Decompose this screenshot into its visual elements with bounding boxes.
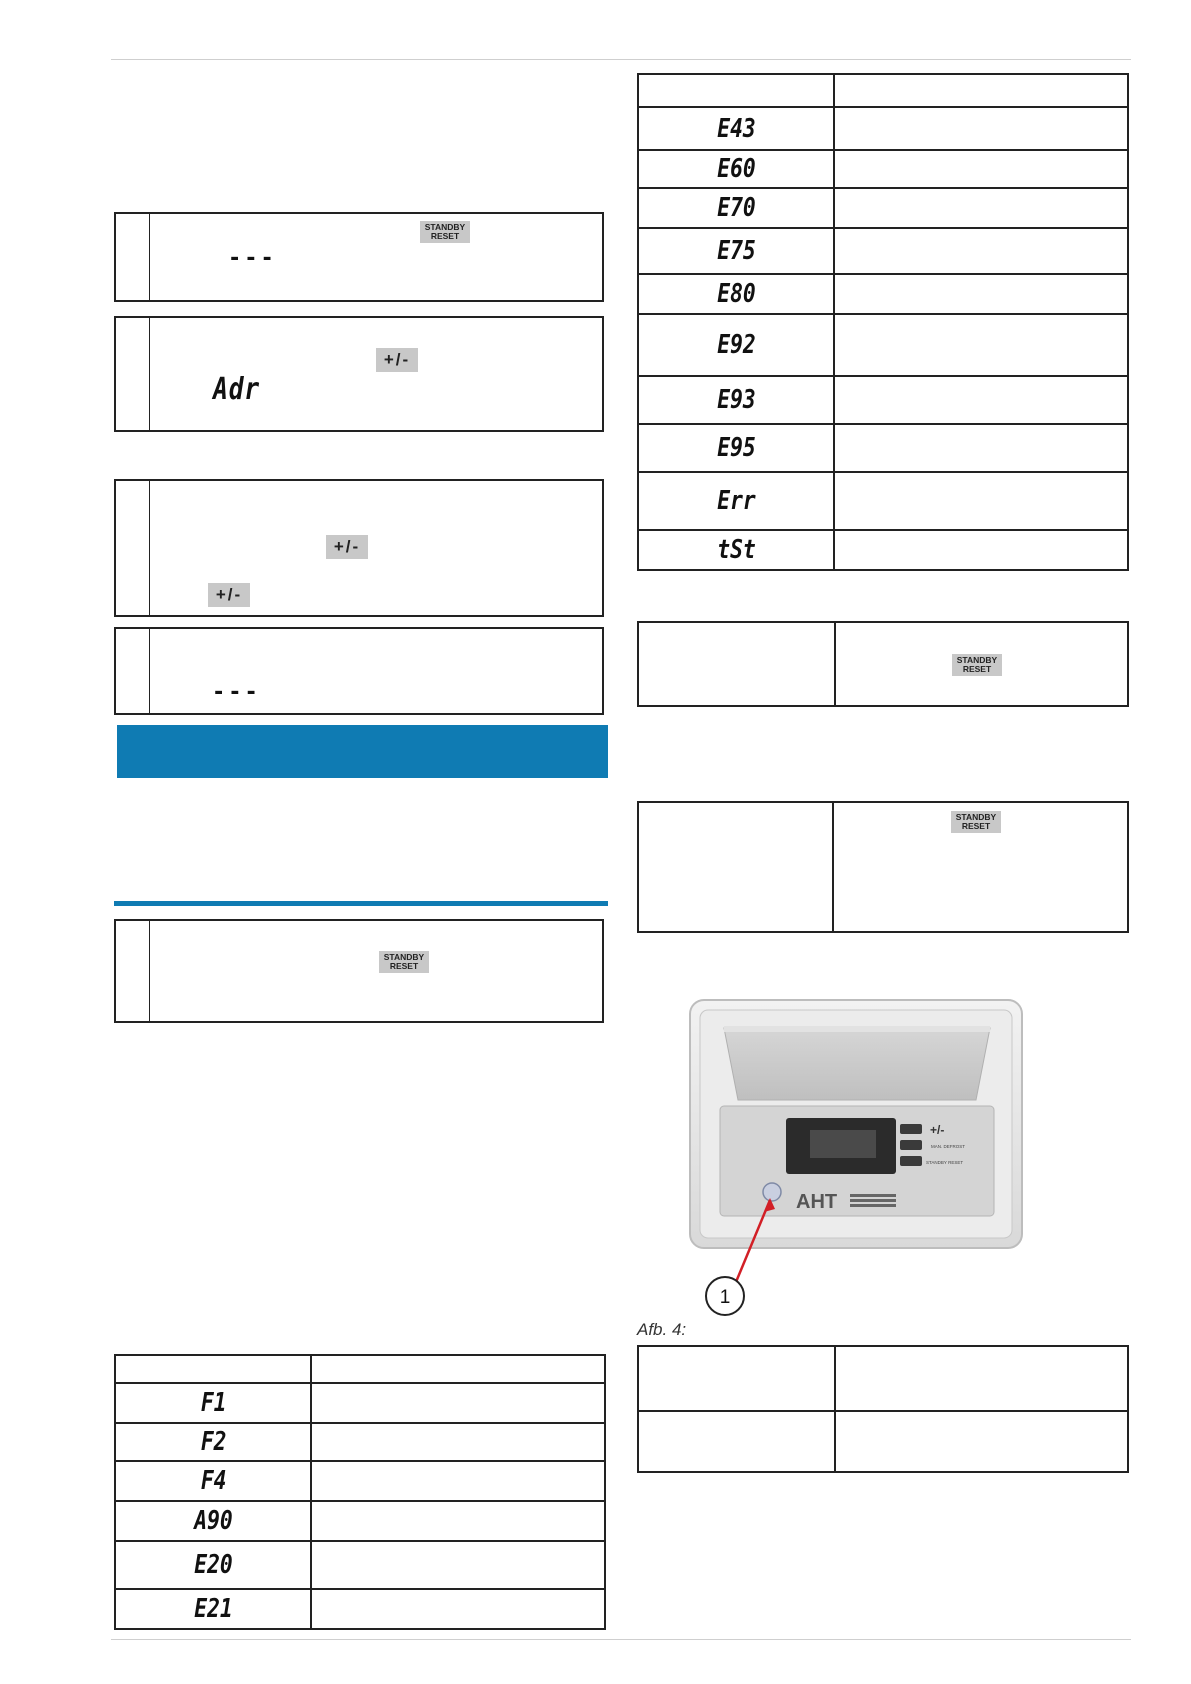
table-row [638,150,1128,188]
standby-reset-button: STANDBY RESET [951,811,1001,833]
step-number-cell [116,214,150,300]
table-row [638,530,1128,570]
table-row [115,1383,605,1423]
error-code-cell: F4 [115,1461,311,1501]
plus-minus-button: +/- [326,535,368,559]
subsection-rule [114,901,608,906]
error-code-cell: E75 [638,228,834,274]
error-code-cell: E95 [638,424,834,472]
info-box-a [637,621,1129,707]
error-code-cell: F1 [115,1383,311,1423]
step-number-cell [116,481,150,615]
table-header-row [115,1355,605,1383]
error-code-cell: E80 [638,274,834,314]
table-row [638,376,1128,424]
section-header-bar [117,725,608,778]
step-number-cell [116,318,150,430]
table-row [638,314,1128,376]
standby-reset-button: STANDBY RESET [420,221,470,243]
step-box-1 [114,212,604,302]
plus-minus-button: +/- [376,348,418,372]
footer-rule [111,1639,1131,1640]
info-box-b [637,801,1129,933]
plus-minus-button: +/- [208,583,250,607]
table-row [115,1501,605,1541]
error-code-cell: F2 [115,1423,311,1461]
step-box-4 [114,627,604,715]
error-code-cell: A90 [115,1501,311,1541]
step-box-5 [114,919,604,1023]
svg-text:MAN. DEFROST: MAN. DEFROST [931,1144,966,1149]
error-code-cell: E93 [638,376,834,424]
error-code-table-left [114,1354,606,1630]
step-box-3 [114,479,604,617]
step-number-cell [116,921,150,1021]
svg-text:+/-: +/- [930,1123,945,1137]
table-row [638,228,1128,274]
display-adr: Adr [213,372,261,407]
error-code-cell: E70 [638,188,834,228]
error-code-cell: E60 [638,150,834,188]
column-divider [834,623,836,705]
error-code-cell: Err [638,472,834,530]
step-number-cell [116,629,150,713]
error-code-table-right [637,73,1129,571]
table-row [115,1423,605,1461]
table-header-row [638,74,1128,107]
table-row [115,1589,605,1629]
panel-lid [724,1028,990,1100]
table-row [638,188,1128,228]
standby-reset-button: STANDBY RESET [952,654,1002,676]
table-row [115,1541,605,1589]
error-code-cell: E92 [638,314,834,376]
info-table-c [637,1345,1129,1473]
column-divider [832,803,834,931]
step-box-2 [114,316,604,432]
table-row [638,274,1128,314]
column-divider [834,1347,836,1471]
brand-logo: AHT [796,1191,838,1213]
table-row [638,424,1128,472]
display-dashes: --- [212,680,261,705]
standby-reset-button: STANDBY RESET [379,951,429,973]
svg-text:STANDBY RESET: STANDBY RESET [926,1160,964,1165]
error-code-cell: E21 [115,1589,311,1629]
table-row [638,107,1128,150]
table-row [638,472,1128,530]
error-code-cell: E43 [638,107,834,150]
display-dashes: --- [228,246,277,271]
error-code-cell: tSt [638,530,834,570]
header-rule [111,59,1131,60]
error-code-cell: E20 [115,1541,311,1589]
svg-text:1: 1 [719,1287,731,1308]
reset-knob [763,1183,781,1201]
control-panel-figure [680,990,1040,1320]
figure-caption: Afb. 4: [637,1320,687,1339]
row-divider [639,1410,1127,1412]
table-row [115,1461,605,1501]
